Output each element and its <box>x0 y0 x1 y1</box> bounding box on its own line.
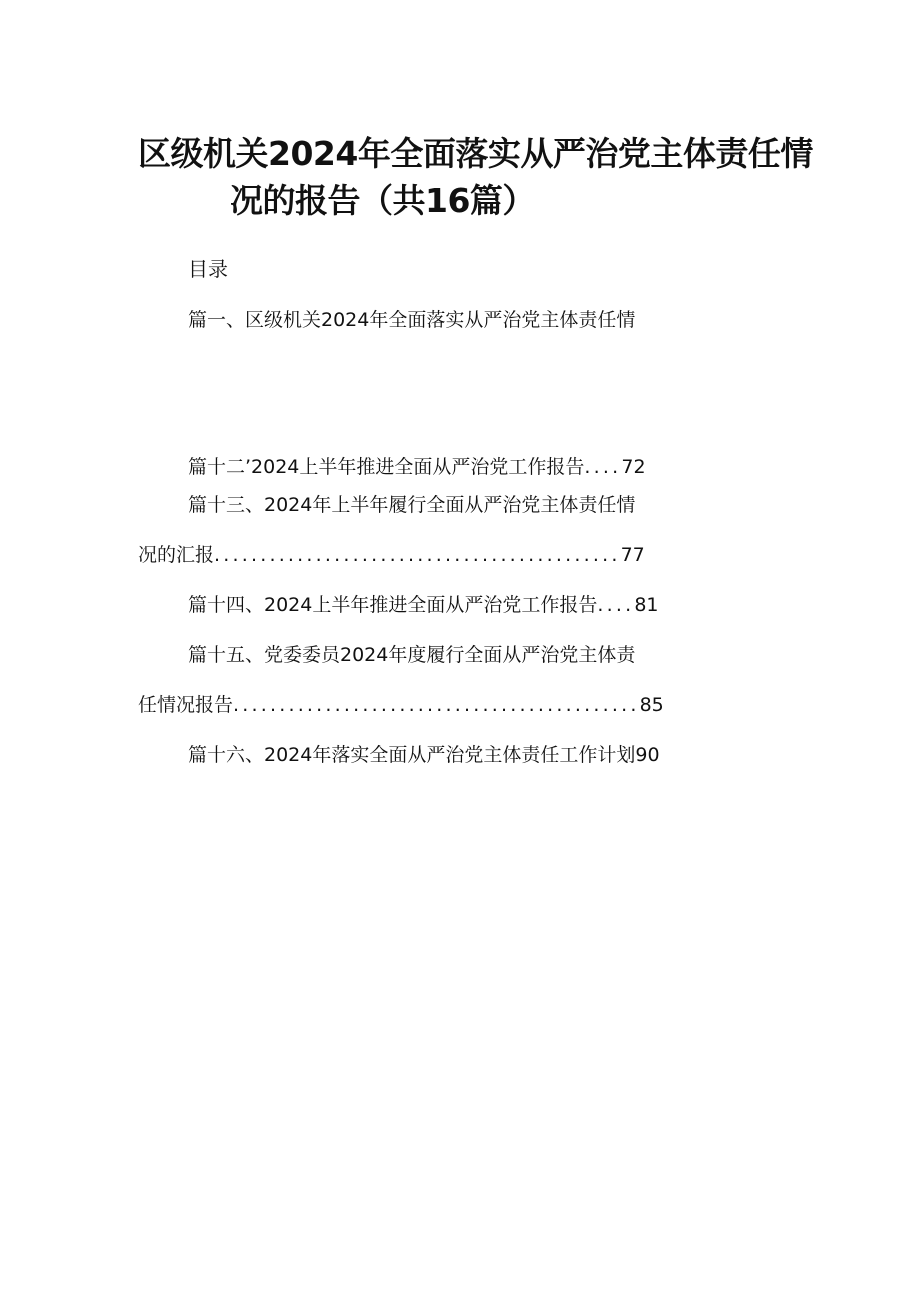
toc-entry-page: 72 <box>621 456 646 478</box>
toc-entry-text: 任情况报告 <box>138 694 234 716</box>
toc-entry-text: 篇十五、党委委员2024年度履行全面从严治党主体责 <box>188 644 636 666</box>
toc-entry-text: 篇一、区级机关2024年全面落实从严治党主体责任情 <box>188 309 636 331</box>
toc-entry-page: 77 <box>620 544 645 566</box>
toc-entry-text: 况的汇报 <box>138 544 215 566</box>
toc-entry-text: 篇十六、2024年落实全面从严治党主体责任工作计划 <box>188 744 636 766</box>
toc-heading: 目录 <box>188 257 228 281</box>
toc-entry-page: 90 <box>635 744 660 766</box>
toc-entry-leader: ............................................ <box>233 694 640 716</box>
toc-entry[interactable] <box>188 591 659 619</box>
toc-entry-page: 81 <box>634 594 659 616</box>
toc-entry[interactable] <box>188 306 635 334</box>
toc-entry[interactable] <box>188 491 635 519</box>
document-title-line-1: 区级机关2024年全面落实从严治党主体责任情 <box>138 134 813 173</box>
toc-entry-page: 85 <box>639 694 664 716</box>
toc-entry[interactable] <box>188 741 660 769</box>
toc-entry[interactable] <box>188 453 646 481</box>
toc-entry-text: 篇十二’2024上半年推进全面从严治党工作报告 <box>188 456 585 478</box>
toc-entry-text: 篇十三、2024年上半年履行全面从严治党主体责任情 <box>188 494 636 516</box>
toc-entry-text: 篇十四、2024上半年推进全面从严治党工作报告 <box>188 594 598 616</box>
toc-entry-continuation[interactable] <box>138 541 645 569</box>
document-title-line-2: 况的报告（共16篇） <box>230 181 535 220</box>
toc-entry[interactable] <box>188 641 635 669</box>
toc-entry-continuation[interactable] <box>138 691 664 719</box>
toc-entry-leader: .... <box>597 594 635 616</box>
toc-entry-leader: .... <box>584 456 622 478</box>
toc-entry-leader: ............................................ <box>214 544 621 566</box>
